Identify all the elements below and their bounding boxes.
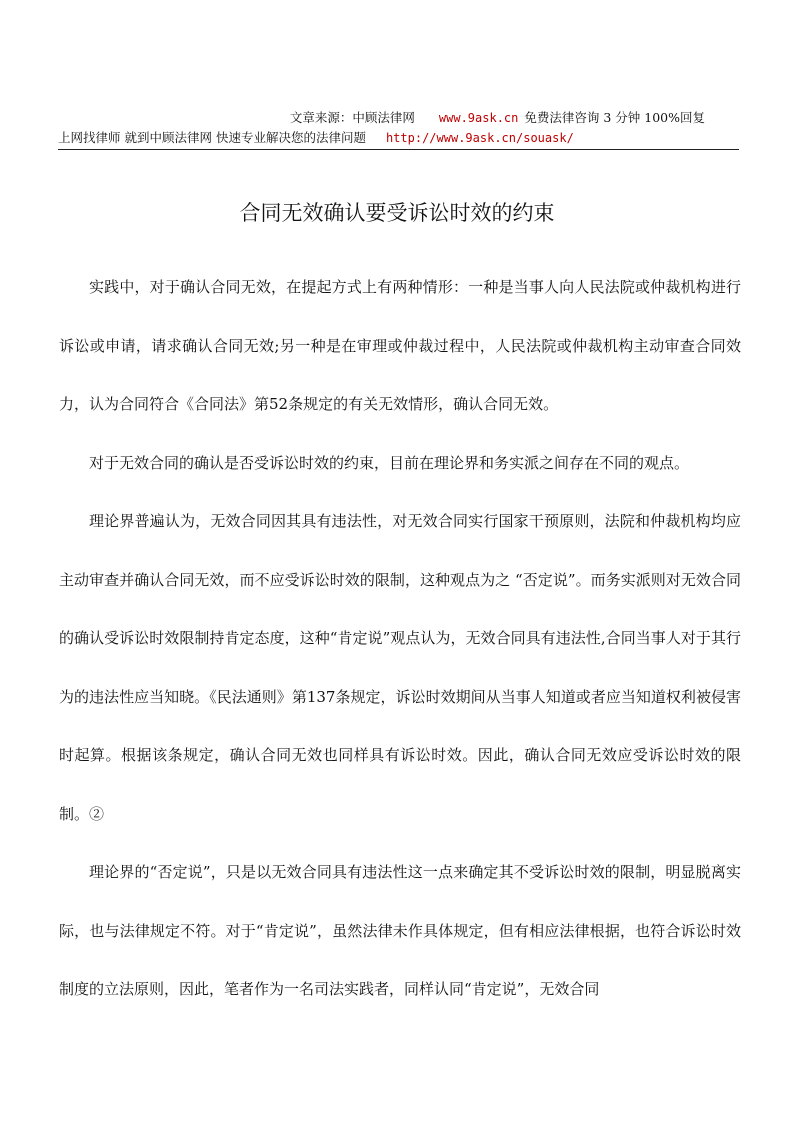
paragraph: 理论界的“否定说”，只是以无效合同具有违法性这一点来确定其不受诉讼时效的限制，明显脱离实际，也与法律规定不符。对于“肯定说”，虽然法律未作具体规定，但有相应法律根据，也符合诉讼时效制度的立法原则，因此，笔者作为一名司法实践者，同样认同“肯定说”，无效合同 (59, 863, 741, 998)
consult-text: 免费法律咨询 3 分钟 100%回复 (524, 110, 705, 125)
paragraph: 对于无效合同的确认是否受诉讼时效的约束，目前在理论界和务实派之间存在不同的观点。 (89, 453, 690, 472)
paragraph: 理论界普遍认为，无效合同因其具有违法性，对无效合同实行国家干预原则，法院和仲裁机构均应主动审查并确认合同无效，而不应受诉讼时效的限制，这种观点为之 “否定说”。而务实派则对无效合同的确认受诉讼时效限制持肯定态度，这种“肯定说”观点认为，无效合同具有违法性,合同当事人对于其行为的违法性应当知晓。《民法通则》第137条规定，诉讼时效期间从当事人知道或者应当知道权利被侵害时起算。根据该条规定，确认合同无效也同样具有诉讼时效。因此，确认合同无效应受诉讼时效的限制。② (59, 512, 741, 823)
header-source-row (58, 108, 739, 128)
header-slogan-row (58, 128, 739, 148)
document-title: 合同无效确认要受诉讼时效的约束 (239, 201, 555, 225)
paragraph: 实践中，对于确认合同无效，在提起方式上有两种情形：一种是当事人向人民法院或仲裁机构进行诉讼或申请，请求确认合同无效;另一种是在审理或仲裁过程中，人民法院或仲裁机构主动审查合同效力，认为合同符合《合同法》第52条规定的有关无效情形，确认合同无效。 (59, 278, 741, 413)
document-body (59, 258, 741, 1019)
page-header (58, 108, 739, 148)
ask-link[interactable]: http://www.9ask.cn/souask/ (385, 131, 574, 145)
slogan-text: 上网找律师 就到中顾法律网 快速专业解决您的法律问题 (58, 130, 366, 145)
header-divider (58, 149, 739, 150)
source-label: 文章来源：中顾法律网 (289, 110, 415, 125)
site-link[interactable]: www.9ask.cn (438, 111, 519, 125)
